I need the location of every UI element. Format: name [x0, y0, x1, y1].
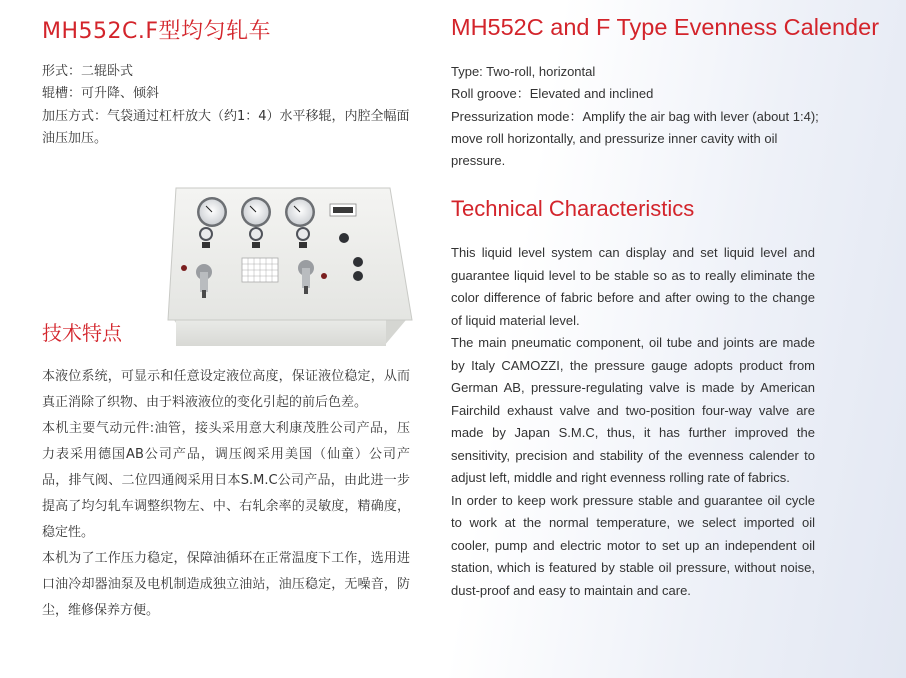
- paragraph-cn-2: 本机主要气动元件:油管，接头采用意大利康茂胜公司产品，压力表采用德国AB公司产品，调压阀采用美国（仙童）公司产品，排气阀、二位四通阀采用日本S.M.C公司产品，由此进一步提高了均匀轧车调整织物左、中、右轧余率的灵敏度，精确度，稳定性。: [42, 421, 410, 540]
- paragraph-en-2: The main pneumatic component, oil tube and joints are made by Italy CAMOZZI, the pressure gauge adopts product from German AB, pressure-regulating valve is made by American Fairchild exhaust valve and two-position four-way valve are made by Japan S.M.C, thus, it has further improved the sensitivity, precision and stability of the evenness calender to adjust left, middle and right evenness rolling rate of fabrics.: [451, 335, 815, 485]
- section-title-cn: 技术特点: [42, 321, 122, 345]
- spec-type-cn: 形式：二辊卧式: [42, 64, 134, 79]
- spec-pressure-cn: 加压方式：气袋通过杠杆放大（约1：4）水平移辊，内腔全幅面油压加压。: [42, 108, 410, 146]
- spec-pressure-en: Pressurization mode：Amplify the air bag with lever (about 1:4); move roll horizontally, and pressurize inner cavity with oil pressure.: [451, 108, 819, 169]
- body-text-en: [451, 242, 815, 602]
- spec-type-en: Type: Two-roll, horizontal: [451, 64, 596, 79]
- specs-en: [451, 61, 821, 172]
- control-panel-photo: [160, 180, 420, 350]
- paragraph-cn-1: 本液位系统，可显示和任意设定液位高度，保证液位稳定，从而真正消除了织物、由于料液液位的变化引起的前后色差。: [42, 369, 410, 410]
- spec-groove-cn: 辊槽：可升降、倾斜: [42, 86, 160, 102]
- paragraph-en-3: In order to keep work pressure stable and guarantee oil cycle to work at the normal temperature, we select imported oil cooler, pump and electric motor to set up an independent oil station, which is featured by stable oil pressure, without noise, dust-proof and easy to maintain and care.: [451, 492, 815, 598]
- gauge-group: [197, 197, 315, 227]
- body-text-cn: [42, 364, 410, 624]
- paragraph-en-1: This liquid level system can display and set liquid level and guarantee liquid level to be stable so as to really eliminate the color difference of fabric before and after owing to the change of liquid material level.: [451, 245, 815, 328]
- specs-cn: [42, 61, 410, 150]
- spec-groove-en: Roll groove：Elevated and inclined: [451, 86, 654, 102]
- section-title-en: Technical Characteristics: [451, 196, 695, 221]
- page-title-en: MH552C and F Type Evenness Calender: [451, 14, 880, 40]
- paragraph-cn-3: 本机为了工作压力稳定，保障油循环在正常温度下工作，选用进口油冷却器油泵及电机制造成独立油站，油压稳定，无噪音，防尘，维修保养方便。: [42, 551, 410, 618]
- page-title-cn: MH552C.F型均匀轧车: [42, 19, 272, 44]
